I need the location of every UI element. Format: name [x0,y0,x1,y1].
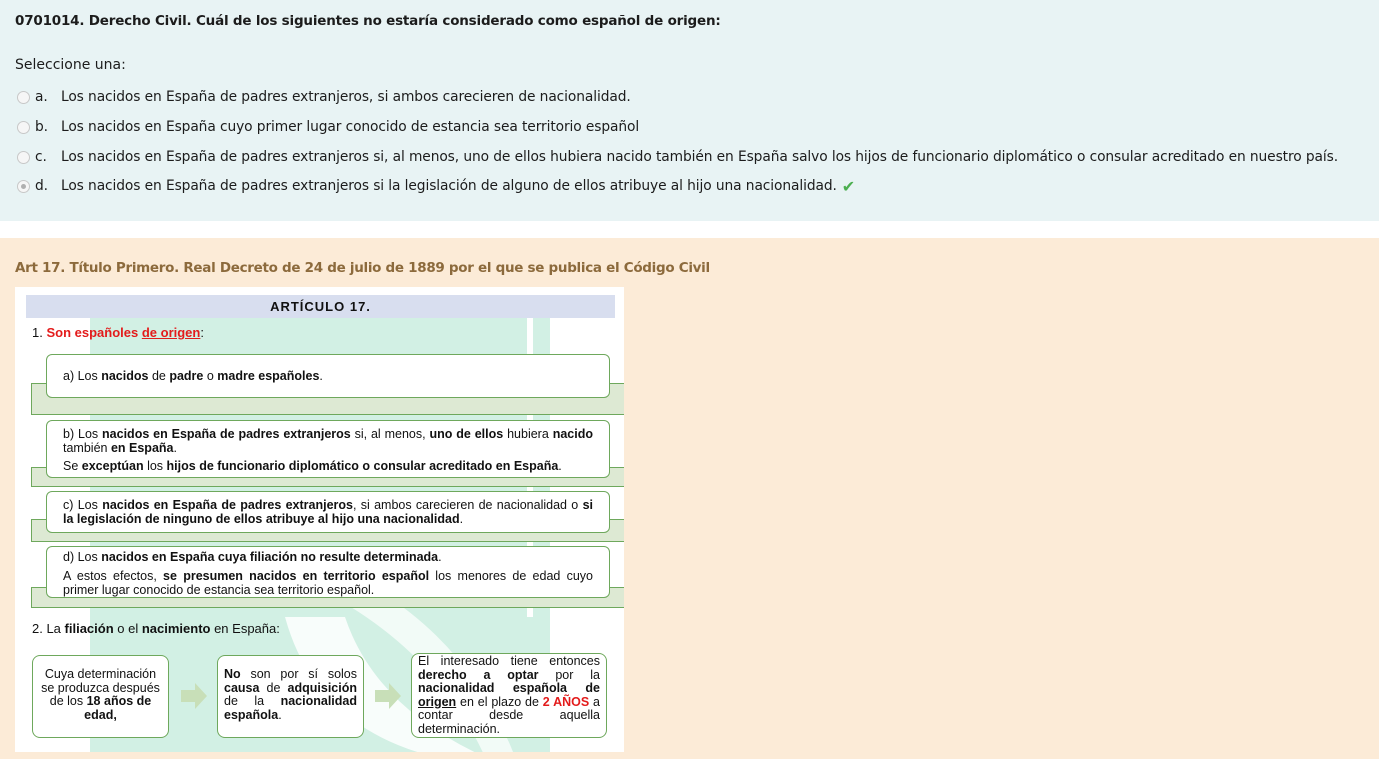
option-text: Los nacidos en España de padres extranjeros si, al menos, uno de ellos hubiera nacido también en España salvo los hijos de funcionario diplomático o consular acreditado en nuestro país. [61,149,1338,165]
section-1-heading: 1. Son españoles de origen: [32,325,204,340]
flow-box-2: No son por sí solos causa de adquisición de la nacionalidad española. [217,655,364,738]
option-letter: c. [35,149,47,165]
article-header: ARTÍCULO 17. [26,295,615,318]
option-letter: b. [35,119,48,135]
card-d: d) Los nacidos en España cuya filiación no resulte determinada. A estos efectos, se presumen nacidos en territorio español los menores de edad cuyo primer lugar conocido de estancia sea territorio español. [46,546,610,598]
check-icon: ✔ [841,176,856,196]
feedback-panel [0,238,1379,759]
flow-box-3: El interesado tiene entonces derecho a optar por la nacionalidad española de origen en el plazo de 2 AÑOS a contar desde aquella determinación. [411,653,607,738]
option-c[interactable] [17,146,1338,168]
article-image [15,287,624,752]
radio-option-b[interactable] [17,121,30,134]
feedback-title: Art 17. Título Primero. Real Decreto de 24 de julio de 1889 por el que se publica el Código Civil [15,260,710,276]
option-a[interactable] [17,86,631,108]
option-letter: a. [35,89,48,105]
section-2-heading: 2. La filiación o el nacimiento en España: [32,621,280,636]
option-d[interactable] [17,175,855,197]
option-b[interactable] [17,116,639,138]
arrow-right-icon [375,683,401,709]
option-text: Los nacidos en España de padres extranjeros si la legislación de alguno de ellos atribuye al hijo una nacionalidad. [61,178,837,194]
radio-option-c[interactable] [17,151,30,164]
question-panel [0,0,1379,221]
arrow-right-icon [181,683,207,709]
card-a: a) Los nacidos de padre o madre españoles. [46,354,610,398]
option-text: Los nacidos en España cuyo primer lugar conocido de estancia sea territorio español [61,119,640,135]
option-text: Los nacidos en España de padres extranjeros, si ambos carecieren de nacionalidad. [61,89,631,105]
option-letter: d. [35,178,48,194]
card-b: b) Los nacidos en España de padres extranjeros si, al menos, uno de ellos hubiera nacido también en España. Se exceptúan los hijos de funcionario diplomático o consular acreditado en España. [46,420,610,478]
flow-box-1: Cuya determinación se produzca después de los 18 años de edad, [32,655,169,738]
radio-option-a[interactable] [17,91,30,104]
select-one-prompt: Seleccione una: [15,57,126,73]
card-c: c) Los nacidos en España de padres extranjeros, si ambos carecieren de nacionalidad o si la legislación de ninguno de ellos atribuye al hijo una nacionalidad. [46,491,610,533]
question-title: 0701014. Derecho Civil. Cuál de los siguientes no estaría considerado como español de origen: [15,13,721,29]
radio-option-d[interactable] [17,180,30,193]
